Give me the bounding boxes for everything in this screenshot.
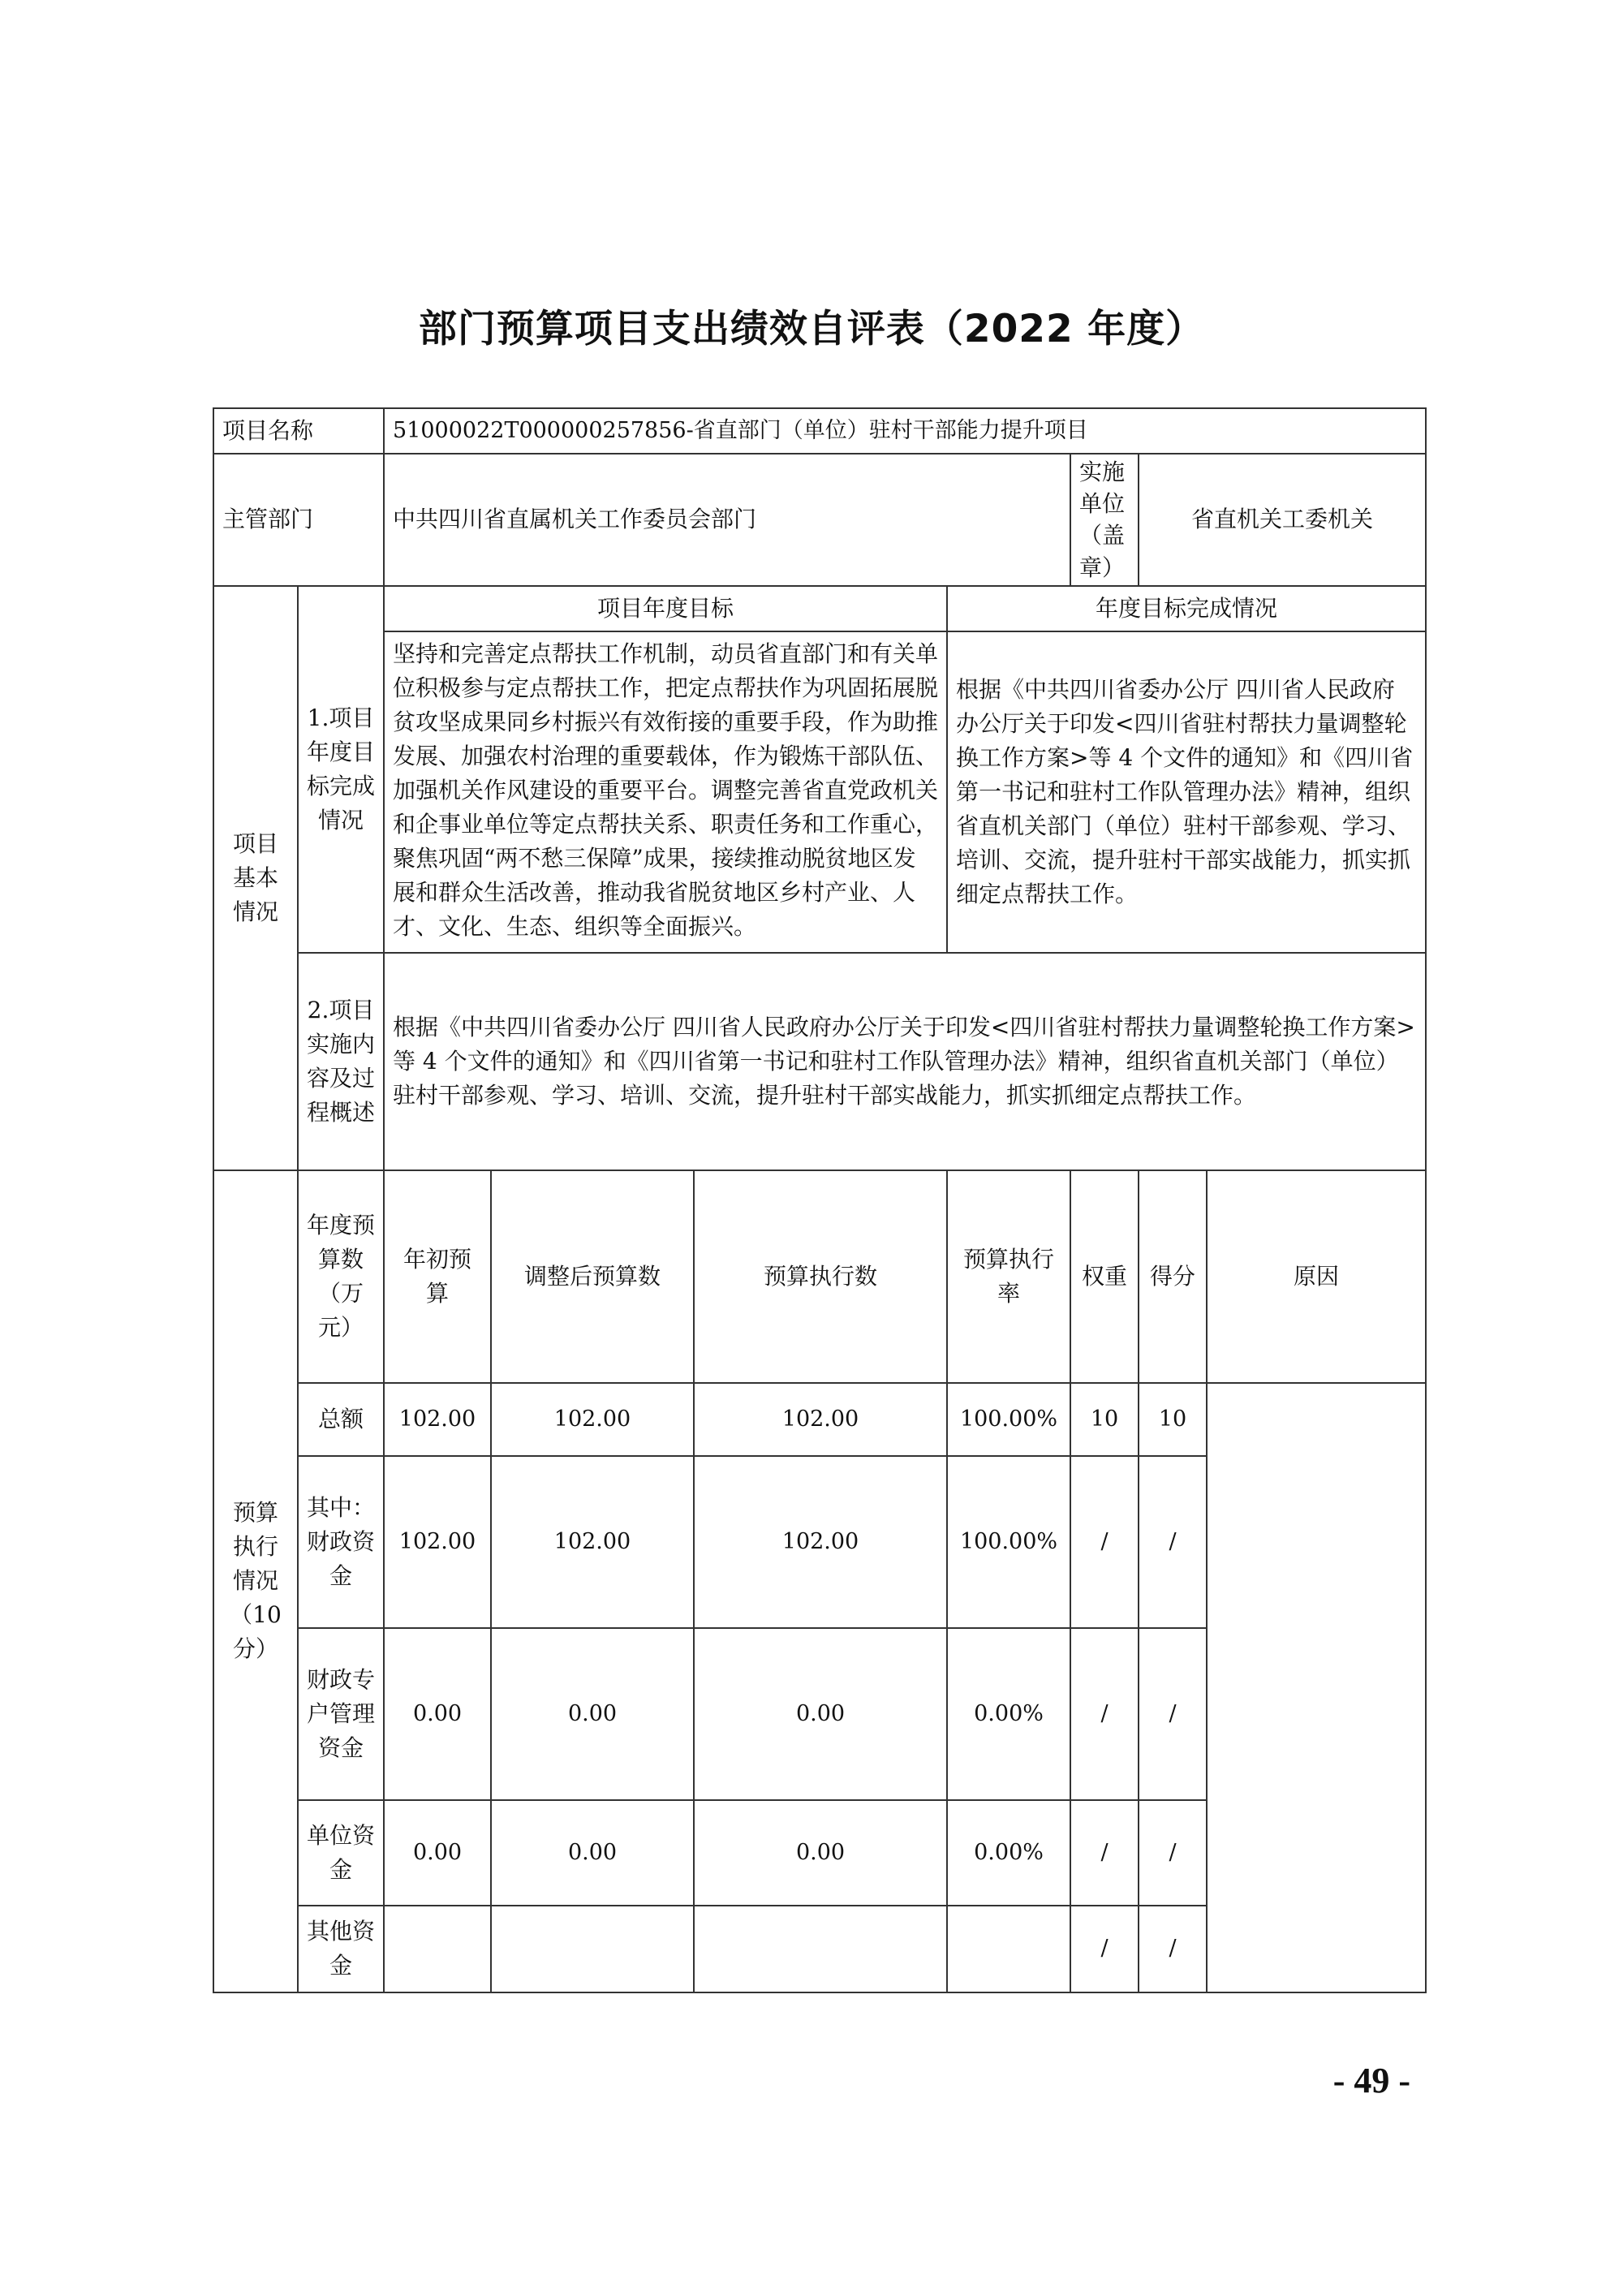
row-fiscal-rate: 100.00%: [947, 1456, 1070, 1628]
row-total-label: 总额: [298, 1383, 384, 1456]
self-evaluation-table: [213, 407, 1427, 1993]
reason-cell: [1207, 1383, 1426, 1992]
row-special-initial: 0.00: [384, 1628, 491, 1800]
row-special-rate: 0.00%: [947, 1628, 1070, 1800]
row-special-label: 财政专户管理资金: [298, 1628, 384, 1800]
row-unit-weight: /: [1070, 1800, 1139, 1906]
item1-label: 1.项目年度目标完成情况: [298, 586, 384, 953]
row-other-rate: [947, 1906, 1070, 1992]
annual-budget-header: 年度预算数（万元）: [298, 1170, 384, 1383]
row-unit-adjusted: 0.00: [491, 1800, 694, 1906]
row-total-initial: 102.00: [384, 1383, 491, 1456]
item1-goal-text: 坚持和完善定点帮扶工作机制，动员省直部门和有关单位积极参与定点帮扶工作，把定点帮扶作为巩固拓展脱贫攻坚成果同乡村振兴有效衔接的重要手段，作为助推发展、加强农村治理的重要载体，作为锻炼干部队伍、加强机关作风建设的重要平台。调整完善省直党政机关和企事业单位等定点帮扶关系、职责任务和工作重心，聚焦巩固“两不愁三保障”成果，接续推动脱贫地区发展和群众生活改善，推动我省脱贫地区乡村产业、人才、文化、生态、组织等全面振兴。: [384, 631, 947, 953]
project-name-value: 51000022T000000257856-省直部门（单位）驻村干部能力提升项目: [384, 408, 1426, 454]
impl-unit-value: 省直机关工委机关: [1139, 454, 1426, 586]
row-total-adjusted: 102.00: [491, 1383, 694, 1456]
weight-header: 权重: [1070, 1170, 1139, 1383]
row-fiscal-adjusted: 102.00: [491, 1456, 694, 1628]
row-fiscal-label: 其中：财政资金: [298, 1456, 384, 1628]
row-special-weight: /: [1070, 1628, 1139, 1800]
row-special-executed: 0.00: [694, 1628, 947, 1800]
row-unit-rate: 0.00%: [947, 1800, 1070, 1906]
row-special-score: /: [1139, 1628, 1207, 1800]
dept-value: 中共四川省直属机关工作委员会部门: [384, 454, 1070, 586]
row-unit-label: 单位资金: [298, 1800, 384, 1906]
row-unit-score: /: [1139, 1800, 1207, 1906]
item1-done-text: 根据《中共四川省委办公厅 四川省人民政府办公厅关于印发<四川省驻村帮扶力量调整轮换工作方案>等 4 个文件的通知》和《四川省第一书记和驻村工作队管理办法》精神，组织省直机关部门（单位）驻村干部参观、学习、培训、交流，提升驻村干部实战能力，抓实抓细定点帮扶工作。: [947, 631, 1426, 953]
row-other-initial: [384, 1906, 491, 1992]
done-header: 年度目标完成情况: [947, 586, 1426, 631]
reason-header: 原因: [1207, 1170, 1426, 1383]
row-special-adjusted: 0.00: [491, 1628, 694, 1800]
row-total-rate: 100.00%: [947, 1383, 1070, 1456]
page-number: - 49 -: [1332, 2061, 1410, 2100]
row-total-weight: 10: [1070, 1383, 1139, 1456]
basic-info-label: 项目基本情况: [213, 586, 298, 1170]
rate-header: 预算执行率: [947, 1170, 1070, 1383]
item2-text: 根据《中共四川省委办公厅 四川省人民政府办公厅关于印发<四川省驻村帮扶力量调整轮换工作方案>等 4 个文件的通知》和《四川省第一书记和驻村工作队管理办法》精神，组织省直机关部门（单位）驻村干部参观、学习、培训、交流，提升驻村干部实战能力，抓实抓细定点帮扶工作。: [384, 953, 1426, 1170]
budget-label: 预算执行情况（10分）: [213, 1170, 298, 1992]
row-total-score: 10: [1139, 1383, 1207, 1456]
row-other-score: /: [1139, 1906, 1207, 1992]
row-other-adjusted: [491, 1906, 694, 1992]
adjusted-budget-header: 调整后预算数: [491, 1170, 694, 1383]
page-title: 部门预算项目支出绩效自评表（2022 年度）: [418, 307, 1205, 351]
project-name-label: 项目名称: [213, 408, 384, 454]
impl-unit-label: 实施单位（盖章）: [1070, 454, 1139, 586]
initial-budget-header: 年初预算: [384, 1170, 491, 1383]
row-other-label: 其他资金: [298, 1906, 384, 1992]
row-other-executed: [694, 1906, 947, 1992]
row-fiscal-initial: 102.00: [384, 1456, 491, 1628]
row-fiscal-weight: /: [1070, 1456, 1139, 1628]
row-unit-initial: 0.00: [384, 1800, 491, 1906]
dept-label: 主管部门: [213, 454, 384, 586]
item2-label: 2.项目实施内容及过程概述: [298, 953, 384, 1170]
row-other-weight: /: [1070, 1906, 1139, 1992]
goal-header: 项目年度目标: [384, 586, 947, 631]
row-unit-executed: 0.00: [694, 1800, 947, 1906]
row-fiscal-score: /: [1139, 1456, 1207, 1628]
row-total-executed: 102.00: [694, 1383, 947, 1456]
row-fiscal-executed: 102.00: [694, 1456, 947, 1628]
executed-budget-header: 预算执行数: [694, 1170, 947, 1383]
score-header: 得分: [1139, 1170, 1207, 1383]
